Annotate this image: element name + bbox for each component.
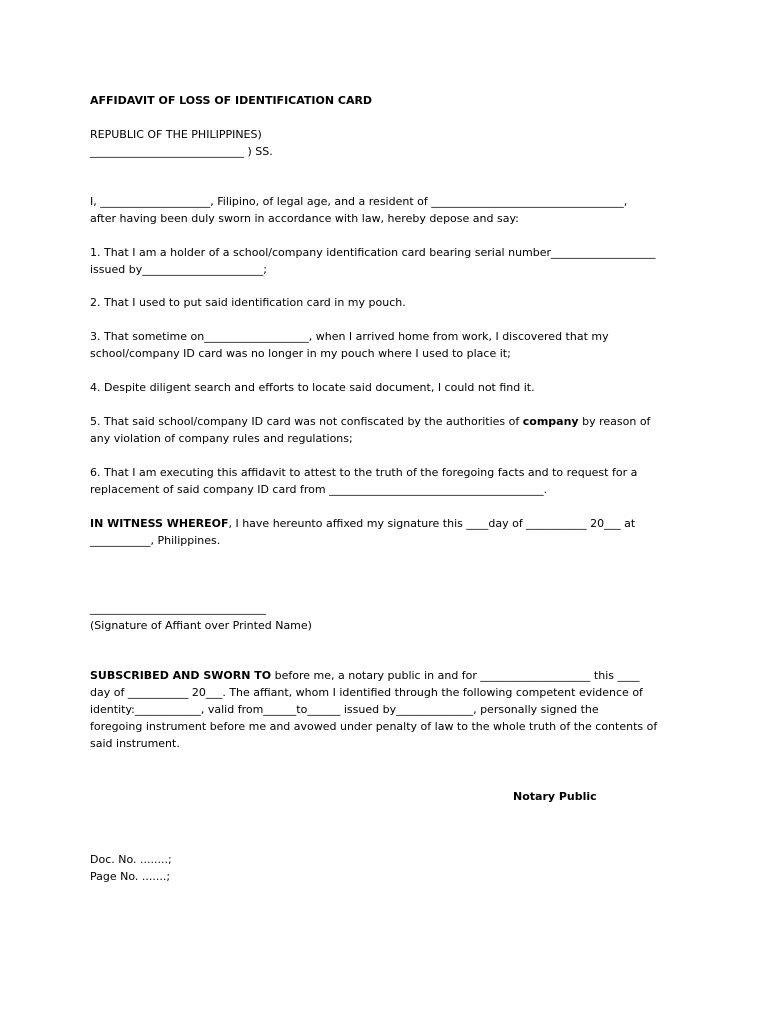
paragraph-5-text-a: 5. That said school/company ID card was not confiscated by the authorities of (90, 415, 523, 428)
sworn-line-2: day of ___________ 20___. The affiant, whom I identified through the following competent evidence of (90, 686, 643, 699)
paragraph-5-line-2: any violation of company rules and regulations; (90, 432, 353, 445)
subscribed-and-sworn: SUBSCRIBED AND SWORN TO (90, 669, 272, 682)
paragraph-1-line-2: issued by______________________; (90, 263, 267, 276)
paragraph-5-line-1 (90, 415, 650, 429)
paragraph-4-line-1: 4. Despite diligent search and efforts to locate said document, I could not find it. (90, 381, 535, 394)
paragraph-5-text-b: by reason of (578, 415, 651, 428)
signature-line: ________________________________ (90, 602, 266, 615)
witness-line-1 (90, 517, 635, 531)
paragraph-2-line-1: 2. That I used to put said identification card in my pouch. (90, 296, 406, 309)
paragraph-6-line-2: replacement of said company ID card from _______________________________________. (90, 483, 548, 496)
notary-public-label: Notary Public (513, 790, 597, 803)
paragraph-5-company: company (522, 415, 579, 428)
signature-caption: (Signature of Affiant over Printed Name) (90, 619, 312, 632)
sworn-text: before me, a notary public in and for ____________________ this ____ (271, 669, 640, 682)
doc-number: Doc. No. ........; (90, 853, 172, 866)
paragraph-6-line-1: 6. That I am executing this affidavit to attest to the truth of the foregoing facts and to request for a (90, 466, 638, 479)
document-title: AFFIDAVIT OF LOSS OF IDENTIFICATION CARD (90, 94, 373, 107)
intro-line-2: after having been duly sworn in accordance with law, hereby depose and say: (90, 212, 519, 225)
intro-line-1: I, ____________________, Filipino, of legal age, and a resident of ___________________________________, (90, 195, 628, 208)
sworn-line-5: said instrument. (90, 737, 180, 750)
witness-whereof: IN WITNESS WHEREOF (90, 517, 229, 530)
venue-line-2: ____________________________ ) SS. (90, 145, 273, 158)
sworn-line-3: identity:____________, valid from______to______ issued by______________, personally signed the (90, 703, 599, 716)
venue-line-1: REPUBLIC OF THE PHILIPPINES) (90, 128, 262, 141)
paragraph-3-line-2: school/company ID card was no longer in my pouch where I used to place it; (90, 347, 511, 360)
paragraph-3-line-1: 3. That sometime on___________________, when I arrived home from work, I discovered that my (90, 330, 609, 343)
sworn-line-1 (90, 669, 640, 683)
witness-line-2: ___________, Philippines. (90, 534, 221, 547)
paragraph-1-line-1: 1. That I am a holder of a school/company identification card bearing serial number___________________ (90, 246, 656, 259)
sworn-line-4: foregoing instrument before me and avowed under penalty of law to the whole truth of the contents of (90, 720, 658, 733)
page-number: Page No. .......; (90, 870, 171, 883)
witness-text: , I have hereunto affixed my signature this ____day of ___________ 20___ at (228, 517, 636, 530)
